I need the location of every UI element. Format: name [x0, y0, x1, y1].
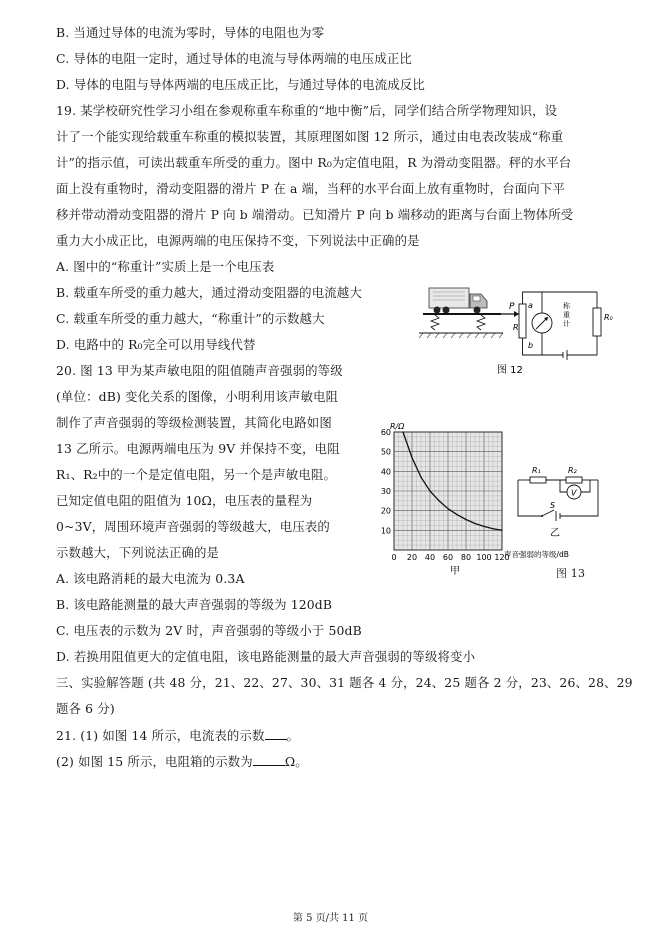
- x-tick-label: 100: [476, 553, 492, 562]
- data-point: [420, 477, 421, 478]
- q21-answer-blank-1[interactable]: [265, 727, 287, 740]
- q20-option-b: B. 该电路能测量的最大声音强弱的等级为 120dB: [56, 597, 333, 612]
- data-point: [474, 523, 475, 524]
- y-tick-label: 60: [380, 428, 391, 437]
- q21-answer-blank-2[interactable]: [253, 753, 285, 766]
- q19-option-a: A. 图中的“称重计”实质上是一个电压表: [56, 259, 275, 274]
- data-point: [438, 500, 439, 501]
- q19-line: 19. 某学校研究性学习小组在参观称重车称重的“地中衡”后，同学们结合所学物理知识，设: [56, 103, 558, 118]
- q19-option-d: D. 电路中的 R₀完全可以用导线代替: [56, 337, 256, 352]
- y-tick-label: 30: [380, 487, 391, 496]
- slider-p-label: P: [509, 302, 515, 312]
- terminal-a-label: a: [528, 301, 533, 310]
- rheostat-r-label: R: [513, 323, 519, 332]
- q20-option-c: C. 电压表的示数为 2V 时，声音强弱的等级小于 50dB: [56, 623, 362, 638]
- q20-line: 13 乙所示。电源两端电压为 9V 并保持不变，电阻: [56, 441, 340, 456]
- q20-line: R₁、R₂中的一个是定值电阻，另一个是声敏电阻。: [56, 467, 337, 482]
- q19-option-c: C. 载重车所受的重力越大，“称重计”的示数越大: [56, 311, 325, 326]
- data-point: [465, 519, 466, 520]
- figure-13-yi-label: 乙: [550, 528, 560, 539]
- q21-part2-text: (2) 如图 15 所示，电阻箱的示数为: [56, 754, 253, 769]
- q20-line: 示数越大，下列说法正确的是: [56, 545, 220, 560]
- meter-label: 称重计: [563, 302, 570, 328]
- q19-line: 移并带动滑动变阻器的滑片 P 向 b 端滑动。已知滑片 P 向 b 端移动的距离与台面上物体所受: [56, 207, 574, 222]
- q18-option-d: D. 导体的电阻与导体两端的电压成正比，与通过导体的电流成反比: [56, 77, 425, 92]
- q21-part2: [56, 753, 308, 770]
- q18-option-b: B. 当通过导体的电流为零时，导体的电阻也为零: [56, 25, 325, 40]
- q19-line: 计”的指示值，可读出载重车所受的重力。图中 R₀为定值电阻，R 为滑动变阻器。秤的水平台: [56, 155, 572, 170]
- x-tick-label: 80: [460, 553, 472, 562]
- y-tick-label: 10: [380, 526, 391, 536]
- r2-label: R₂: [568, 466, 577, 475]
- q20-line: 已知定值电阻的阻值为 10Ω，电压表的量程为: [56, 493, 313, 508]
- truck-icon: [429, 288, 487, 314]
- terminal-b-label: b: [528, 341, 534, 350]
- y-tick-label: 20: [380, 506, 391, 516]
- q21-part2-suffix: Ω。: [284, 754, 308, 769]
- y-axis-label: R/Ω: [390, 422, 405, 431]
- switch-s-label: S: [550, 501, 556, 510]
- r1-label: R₁: [532, 466, 541, 475]
- y-tick-label: 50: [380, 447, 391, 457]
- figure-12: [415, 282, 625, 374]
- y-tick-label: 40: [380, 467, 391, 477]
- data-point: [501, 530, 502, 531]
- q20-option-a: A. 该电路消耗的最大电流为 0.3A: [56, 571, 245, 586]
- q19-line: 计了一个能实现给载重车称重的模拟装置，其原理图如图 12 所示，通过由电表改装成“称重: [56, 129, 564, 144]
- q19-line: 重力大小成正比，电源两端的电压保持不变，下列说法中正确的是: [56, 233, 420, 248]
- q20-line: 0~3V，周围环境声音强弱的等级越大，电压表的: [56, 519, 330, 534]
- page-footer: 第 5 页/共 11 页: [292, 913, 369, 924]
- resistor-r2-icon: [566, 477, 582, 483]
- figure-13-caption: 图 13: [556, 567, 586, 580]
- x-tick-label: 60: [442, 553, 454, 562]
- switch-icon: [542, 510, 554, 516]
- x-axis-label: 声音强弱的等级/dB: [504, 550, 569, 559]
- x-tick-label: 20: [406, 553, 418, 562]
- q19-line: 面上没有重物时，滑动变阻器的滑片 P 在 a 端，当秤的水平台面上放有重物时，台面向下平: [56, 181, 565, 196]
- x-tick-label: 0: [391, 553, 397, 562]
- q20-line: (单位：dB) 变化关系的图像，小明利用该声敏电阻: [56, 389, 339, 404]
- x-tick-label: 120: [494, 553, 510, 562]
- data-point: [429, 490, 430, 491]
- data-point: [492, 528, 493, 529]
- voltmeter-label: V: [571, 488, 577, 498]
- q18-option-c: C. 导体的电阻一定时，通过导体的电流与导体两端的电压成正比: [56, 51, 412, 66]
- data-point: [483, 526, 484, 527]
- q21-part1-suffix: 。: [286, 728, 300, 743]
- data-point: [411, 457, 412, 458]
- section-3-heading: 三、实验解答题 (共 48 分，21、22、27、30、31 题各 4 分，24、25 题各 2 分，23、26、28、29: [56, 675, 633, 690]
- section-3-heading-cont: 题各 6 分): [56, 701, 115, 716]
- figure-13-jia-label: 甲: [450, 566, 460, 577]
- data-point: [456, 514, 457, 515]
- figure-12-caption: 图 12: [497, 365, 523, 374]
- q20-line: 制作了声音强弱的等级检测装置，其简化电路如图: [56, 415, 332, 430]
- resistor-r0-label: R₀: [604, 313, 613, 322]
- x-tick-label: 40: [424, 553, 436, 562]
- q19-option-b: B. 载重车所受的重力越大，通过滑动变阻器的电流越大: [56, 285, 362, 300]
- data-point: [402, 431, 403, 432]
- data-point: [447, 508, 448, 509]
- resistor-r1-icon: [530, 477, 546, 483]
- q20-line: 20. 图 13 甲为某声敏电阻的阻值随声音强弱的等级: [56, 363, 343, 378]
- q20-option-d: D. 若换用阻值更大的定值电阻，该电路能测量的最大声音强弱的等级将变小: [56, 649, 476, 664]
- q21-part1: [56, 727, 299, 744]
- q21-part1-text: 21. (1) 如图 14 所示，电流表的示数: [56, 728, 265, 743]
- figure-13-circuit: [510, 458, 610, 540]
